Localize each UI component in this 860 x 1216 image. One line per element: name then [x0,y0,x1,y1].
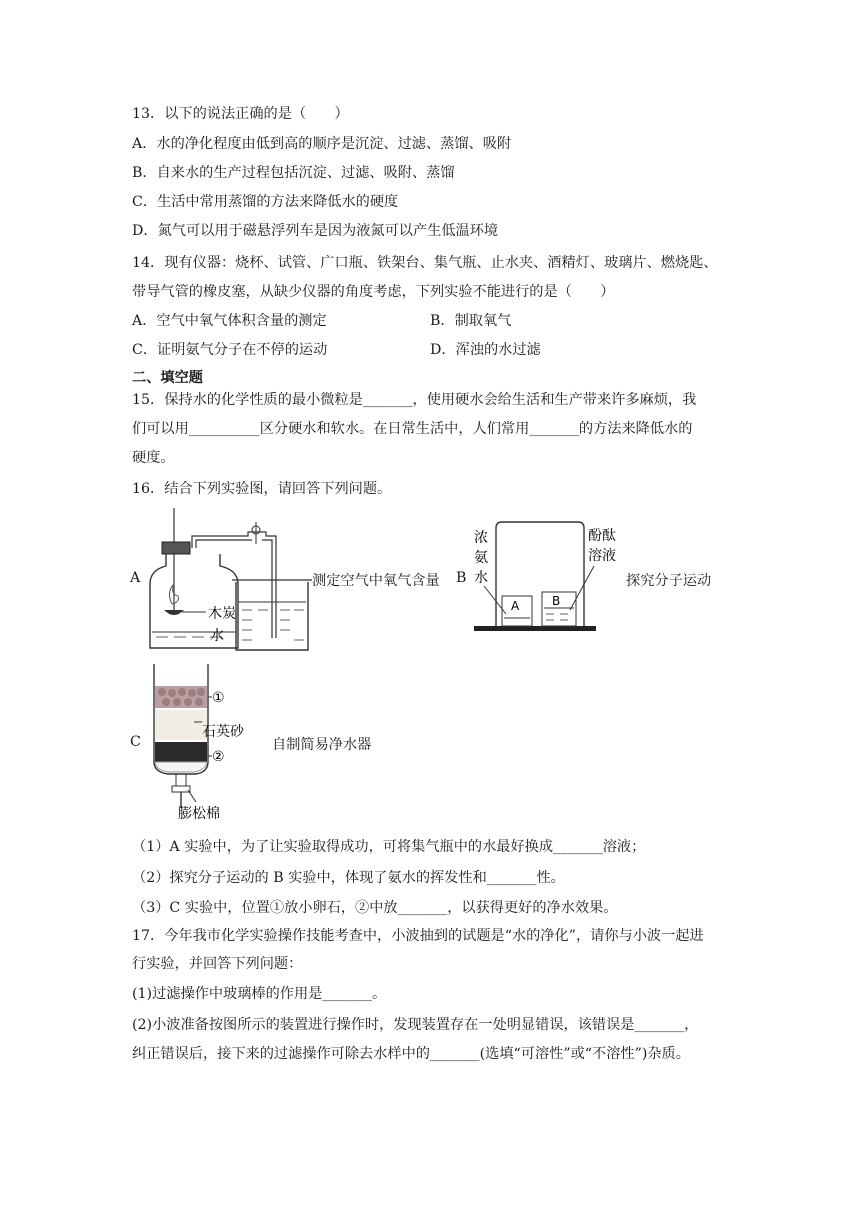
fig-b-caption: 探究分子运动 [626,573,712,589]
delivery-tube [192,532,276,638]
q16-sub2: （2）探究分子运动的 B 实验中，体现了氨水的挥发性和_______性。 [132,870,565,886]
fig-c-letter: C [130,734,141,750]
label-quartz: 石英砂 [202,724,244,740]
fig-a-caption: 测定空气中氧气含量 [312,573,440,589]
beaker-a-label: A [511,599,520,613]
label-ammonia-1: 浓 [474,530,488,546]
cotton-layer [155,762,207,772]
q13-option-d: D．氮气可以用于磁悬浮列车是因为液氮可以产生低温环境 [132,223,499,239]
q17-line2: 行实验，并回答下列问题： [132,956,303,972]
q15-line1: 15．保持水的化学性质的最小微粒是_______，使用硬水会给生活和生产带来许多麻烦，我 [132,392,697,408]
label-position-2: ② [212,749,225,765]
quartz-sand-layer [155,710,207,740]
base-plate [474,626,596,631]
label-ammonia-3: 水 [474,570,488,586]
q17-sub1: (1)过滤操作中玻璃棒的作用是_______。 [132,986,387,1002]
q14-stem-line2: 带导气管的橡皮塞，从缺少仪器的角度考虑，下列实验不能进行的是（ ） [132,284,615,300]
bell-jar [496,522,584,626]
label-phenol-1: 酚酞 [588,528,616,544]
fig-c-caption: 自制简易净水器 [272,737,372,753]
q14-option-b: B．制取氧气 [430,313,512,329]
q14-option-d: D．浑浊的水过滤 [430,342,541,358]
q13-option-a: A．水的净化程度由低到高的顺序是沉淀、过滤、蒸馏、吸附 [132,136,512,152]
q14-option-c: C．证明氨气分子在不停的运动 [132,342,328,358]
q16-sub1: （1）A 实验中，为了让实验取得成功，可将集气瓶中的水最好换成_______溶液； [132,839,646,855]
q17-sub2-line2: 纠正错误后，接下来的过滤操作可除去水样中的_______(选填“可溶性”或“不溶性”)杂质。 [132,1046,690,1062]
figure-c-water-purifier [148,662,268,822]
combustion-spoon [164,610,184,615]
section-title: 二、填空题 [132,370,203,386]
q16-stem: 16．结合下列实验图，请回答下列问题。 [132,481,392,497]
label-charcoal: 木炭 [208,606,236,622]
q13-option-b: B．自来水的生产过程包括沉淀、过滤、吸附、蒸馏 [132,165,455,181]
fig-b-letter: B [456,570,467,586]
label-ammonia-2: 氨 [474,550,488,566]
fig-a-letter: A [130,570,141,586]
q13-stem: 13．以下的说法正确的是（ ） [132,106,349,122]
label-phenol-2: 溶液 [588,548,616,564]
q16-sub3: （3）C 实验中，位置①放小卵石，②中放_______，以获得更好的净水效果。 [132,900,618,916]
label-position-1: ① [212,690,225,706]
rubber-stopper [162,542,190,554]
q17-line1: 17．今年我市化学实验操作技能考查中，小波抽到的试题是“水的净化”，请你与小波一起进 [132,928,704,944]
q14-stem-line1: 14．现有仪器：烧杯、试管、广口瓶、铁架台、集气瓶、止水夹、酒精灯、玻璃片、燃烧匙、 [132,255,718,271]
q14-option-a: A．空气中氧气体积含量的测定 [132,313,327,329]
figure-b-apparatus [470,518,620,638]
label-water: 水 [210,628,224,644]
figure-a-apparatus [148,500,313,655]
q15-line3: 硬度。 [132,450,175,466]
q17-sub2-line1: (2)小波准备按图所示的装置进行操作时，发现装置存在一处明显错误，该错误是_______， [132,1017,699,1033]
layer-2 [155,742,207,762]
q13-option-c: C．生活中常用蒸馏的方法来降低水的硬度 [132,194,399,210]
beaker-b-label: B [552,594,561,608]
gas-collecting-bottle [150,554,238,648]
label-cotton: 膨松棉 [178,806,220,822]
q15-line2: 们可以用__________区分硬水和软水。在日常生活中，人们常用_______的方法来降低水的 [132,421,693,437]
